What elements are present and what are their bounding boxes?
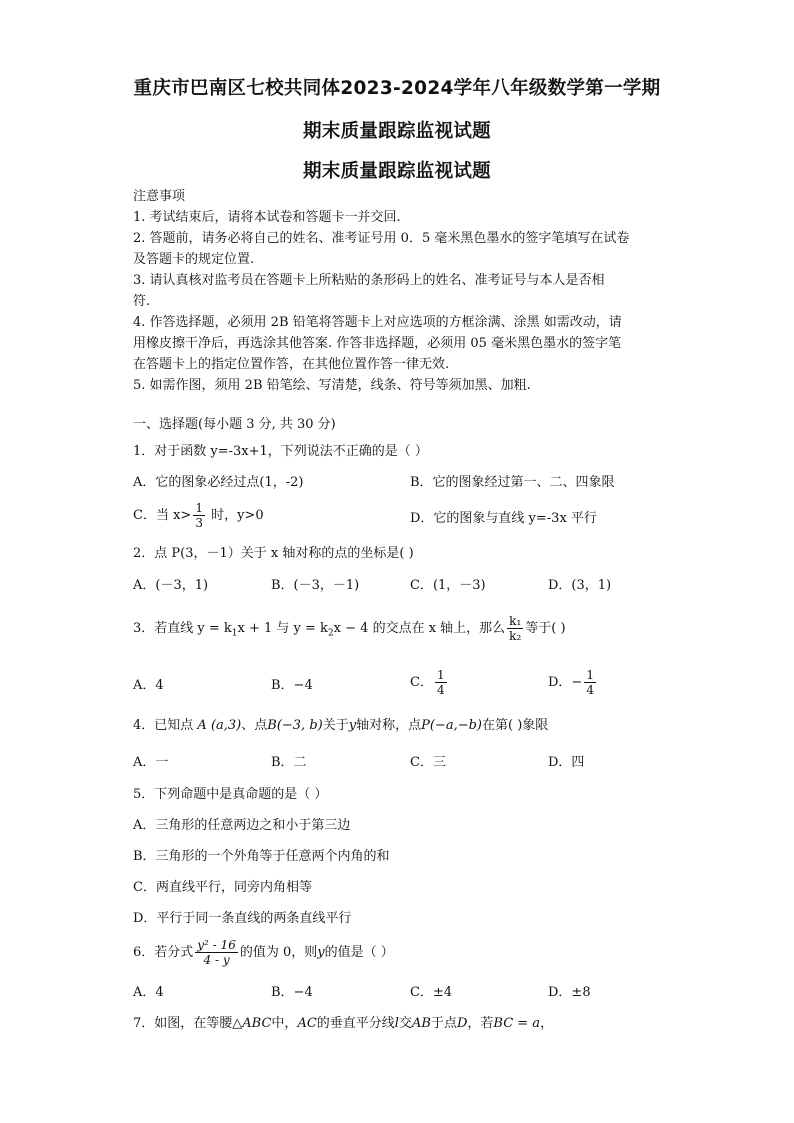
q3-fraction: [507, 614, 523, 643]
q7-bc: BC = a: [493, 1016, 541, 1031]
q3-frac-den: k₂: [509, 629, 522, 643]
q1-option-d: D．它的图象与直线 y=-3x 平行: [410, 511, 597, 526]
exam-title-line1: 重庆市巴南区七校共同体2023-2024学年八年级数学第一学期: [133, 78, 661, 99]
exam-title-line3: 期末质量跟踪监视试题: [302, 161, 491, 182]
q7-ac: AC: [297, 1016, 317, 1031]
q3-stem-mid1: x + 1 与 y = k: [237, 621, 328, 636]
q3-d-den: 4: [586, 683, 594, 697]
q7-ab: AB: [411, 1016, 431, 1031]
q4-stem-mid2: 关于: [322, 718, 349, 733]
q4-option-c: C．三: [410, 755, 446, 770]
q3-sub-1: 1: [231, 628, 238, 639]
q3-stem-post: 等于( ): [525, 621, 566, 636]
q1-option-c: [133, 501, 264, 530]
q3-stem: [133, 614, 566, 643]
notice-line-3: 及答题卡的规定位置.: [133, 252, 255, 267]
q1-frac-den: 3: [195, 516, 203, 530]
q6-option-d: D．±8: [548, 985, 591, 1000]
q4-stem: [133, 717, 548, 734]
notice-heading: 注意事项: [133, 189, 186, 204]
q6-var: y: [317, 945, 325, 960]
q7-stem-post: ，: [540, 1016, 554, 1031]
exam-title-line2: 期末质量跟踪监视试题: [302, 121, 491, 142]
q2-option-a: A．(－3，1): [133, 578, 209, 593]
q3-option-d-pre: D．−: [548, 675, 583, 690]
notice-line-1: 1. 考试结束后，请将本试卷和答题卡一并交回.: [133, 210, 401, 225]
q3-c-den: 4: [436, 683, 445, 697]
q4-stem-post: 在第( )象限: [482, 718, 549, 733]
q6-option-a: A．4: [133, 985, 164, 1000]
q5-option-c: C．两直线平行，同旁内角相等: [133, 880, 312, 895]
q7-stem-mid4: 于点: [430, 1016, 457, 1031]
q1-option-c-fraction: [193, 501, 205, 530]
q2-option-d: D．(3，1): [548, 578, 612, 593]
q6-fraction: [195, 938, 238, 967]
q7-stem-mid1: 中，: [271, 1016, 298, 1031]
q7-stem-mid5: ，若: [467, 1016, 494, 1031]
q6-option-c: C．±4: [410, 985, 453, 1000]
q3-option-c-pre: C．: [410, 675, 433, 690]
q3-frac-num: k₁: [509, 614, 522, 628]
q7-triangle: △ABC: [232, 1016, 272, 1031]
q6-stem-mid: 的值为 0，则: [239, 945, 318, 960]
notice-line-6: 4. 作答选择题，必须用 2B 铅笔将答题卡上对应选项的方框涂满、涂黑 如需改动，请: [133, 315, 622, 330]
q2-option-c: C．(1，－3): [410, 578, 486, 593]
q3-option-d-fraction: [584, 668, 596, 697]
q7-stem-mid2: 的垂直平分线: [316, 1016, 395, 1031]
q1-option-a: A．它的图象必经过点(1，-2): [133, 475, 304, 490]
q3-c-num: 1: [436, 668, 445, 682]
q7-line-l: l: [394, 1016, 399, 1031]
notice-line-9: 5. 如需作图，须用 2B 铅笔绘、写清楚，线条、符号等须加黑、加粗.: [133, 378, 531, 393]
q6-stem: [133, 938, 394, 967]
q2-stem: 2．点 P(3，－1）关于 x 轴对称的点的坐标是( ): [133, 546, 414, 561]
q4-stem-mid3: 轴对称，点: [356, 718, 422, 733]
q4-option-d: D．四: [548, 755, 585, 770]
q7-stem-mid3: 交: [398, 1016, 412, 1031]
notice-line-2: 2. 答题前，请务必将自己的姓名、准考证号用 0．5 毫米黑色墨水的签字笔填写在试卷: [133, 231, 630, 246]
q1-stem: 1．对于函数 y=-3x+1，下列说法不正确的是（ ）: [133, 444, 428, 459]
notice-line-4: 3. 请认真核对监考员在答题卡上所粘贴的条形码上的姓名、准考证号与本人是否相: [133, 273, 605, 288]
q3-option-d: [548, 668, 598, 697]
q6-frac-num: y² - 16: [197, 938, 236, 952]
q6-frac-den: 4 - y: [195, 952, 238, 967]
q4-stem-mid1: 、点: [241, 718, 268, 733]
q5-option-a: A．三角形的任意两边之和小于第三边: [133, 818, 351, 833]
q6-stem-post: 的值是（ ）: [324, 945, 394, 960]
q4-option-b: B．二: [271, 755, 307, 770]
q3-option-c-fraction: [435, 668, 447, 697]
q4-point-a: A (a,3): [197, 718, 242, 733]
q4-point-p: P(−a,−b): [421, 718, 482, 733]
q4-point-b: B(−3, b): [267, 718, 323, 733]
q1-option-c-post: 时，y>0: [206, 508, 264, 523]
q1-option-b: B．它的图象经过第一、二、四象限: [410, 475, 615, 490]
notice-line-5: 符.: [133, 294, 151, 309]
q5-stem: 5．下列命题中是真命题的是（ ）: [133, 787, 328, 802]
q5-option-b: B．三角形的一个外角等于任意两个内角的和: [133, 849, 390, 864]
q7-point-d: D: [456, 1016, 468, 1031]
q5-option-d: D．平行于同一条直线的两条直线平行: [133, 911, 352, 926]
q3-stem-pre: 3．若直线 y = k: [133, 621, 232, 636]
q2-option-b: B．(－3，－1): [271, 578, 360, 593]
q3-option-b: B．−4: [271, 678, 313, 693]
notice-line-8: 在答题卡上的指定位置作答，在其他位置作答一律无效.: [133, 357, 450, 372]
q4-axis: y: [348, 718, 357, 733]
q7-stem-pre: 7．如图，在等腰: [133, 1016, 233, 1031]
q3-sub-2: 2: [327, 628, 334, 639]
q4-option-a: A．一: [133, 755, 169, 770]
q7-stem: [133, 1015, 553, 1032]
q6-stem-pre: 6．若分式: [133, 945, 194, 960]
notice-line-7: 用橡皮擦干净后，再选涂其他答案. 作答非选择题，必须用 05 毫米黑色墨水的签字笔: [133, 336, 622, 351]
q3-d-num: 1: [586, 668, 594, 682]
q4-stem-pre: 4．已知点: [133, 718, 194, 733]
q1-frac-num: 1: [195, 501, 203, 515]
q1-option-c-pre: C．当 x>: [133, 508, 192, 523]
section-heading: 一、选择题(每小题 3 分, 共 30 分): [133, 417, 336, 432]
q6-option-b: B．−4: [271, 985, 313, 1000]
q3-option-c: [410, 668, 449, 697]
q3-option-a: A．4: [133, 678, 164, 693]
q3-stem-mid2: x − 4 的交点在 x 轴上，那么: [333, 621, 506, 636]
